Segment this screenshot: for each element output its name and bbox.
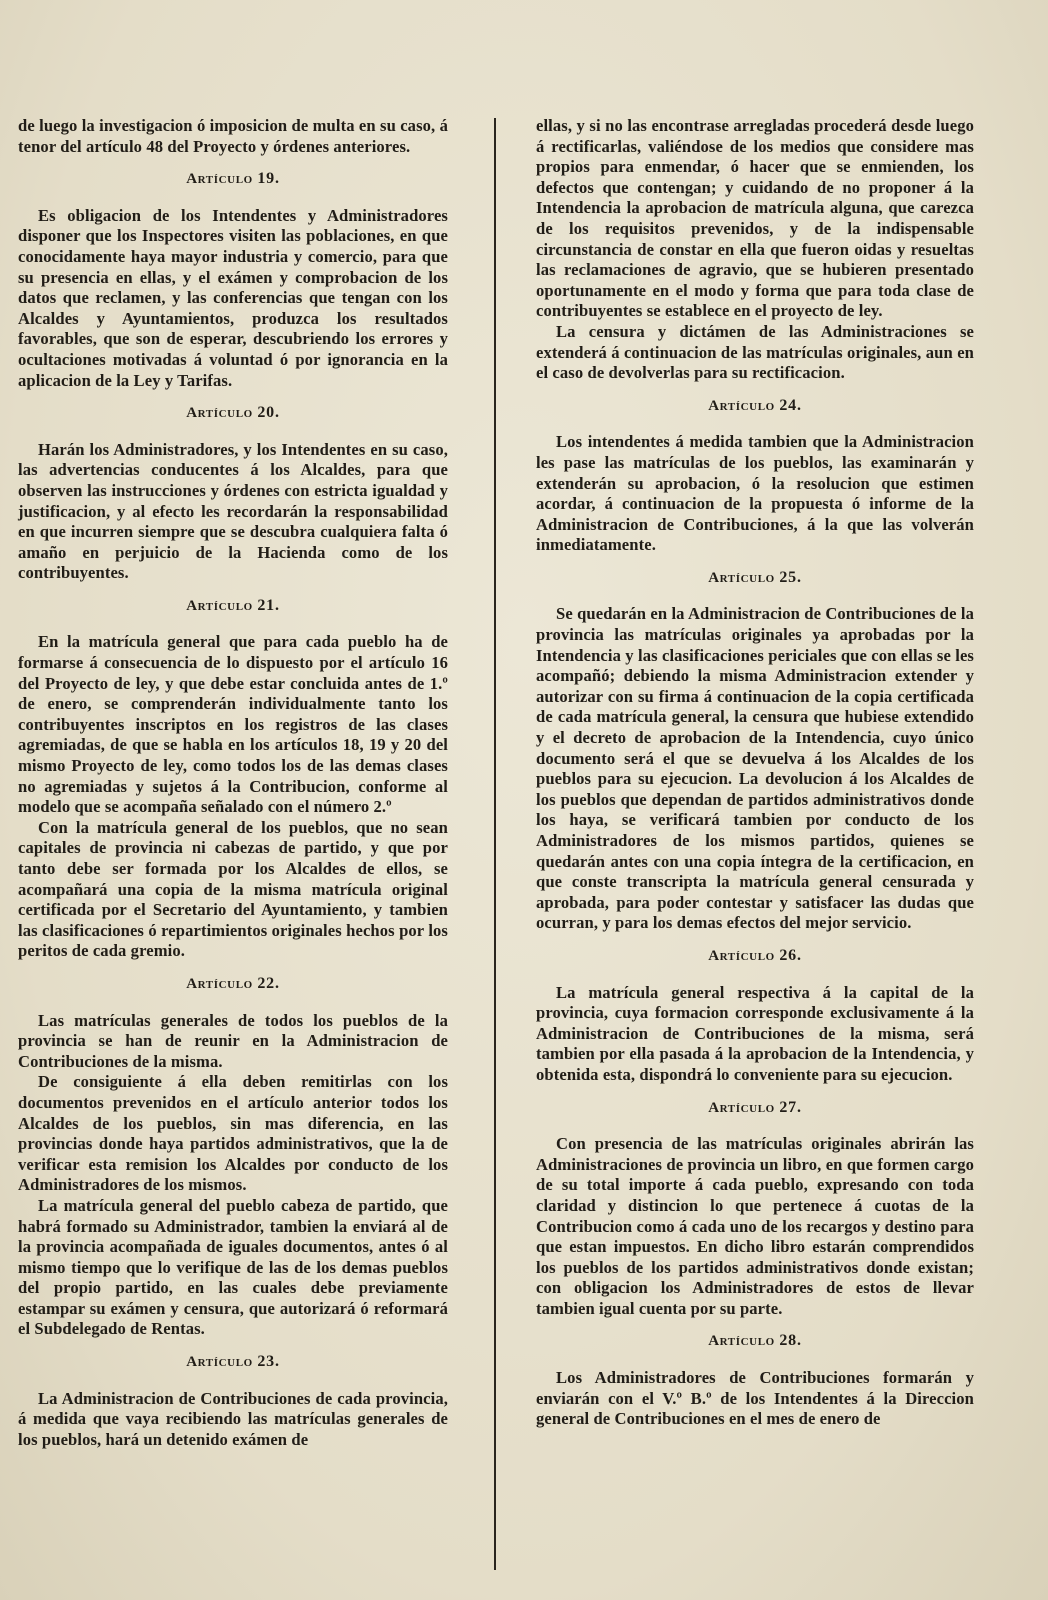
article-24-heading: Artículo 24. bbox=[708, 396, 802, 414]
column-divider bbox=[494, 118, 496, 1570]
article-22-paragraph-3: La matrícula general del pueblo cabeza de partido, que habrá formado su Administrador, tambien la enviará al de la provincia acompañada de iguales documentos, antes ó al mismo tiempo que lo verifique de las de los demas pueblos del propio partido, en las cuales debe previamente estampar su exámen y censura, que autorizará ó reformará el Subdelegado de Rentas. bbox=[18, 1195, 448, 1339]
article-24-paragraph: Los intendentes á medida tambien que la Administracion les pase las matrículas de los pueblos, las examinarán y extenderán su aprobacion, ó la resolucion que estimen acordar, á continuacion de la propuesta ó informe de la Administracion de Contribuciones, á la que las volverán inmediatamente. bbox=[536, 432, 974, 555]
article-28-heading: Artículo 28. bbox=[708, 1332, 802, 1350]
article-20-heading: Artículo 20. bbox=[186, 404, 280, 422]
article-25-heading: Artículo 25. bbox=[708, 568, 802, 586]
article-23-paragraph: La Administracion de Contribuciones de cada provincia, á medida que vaya recibiendo las matrículas generales de los pueblos, hará un detenido exámen de bbox=[18, 1388, 448, 1449]
article-22-paragraph-1: Las matrículas generales de todos los pueblos de la provincia se han de reunir en la Administracion de Contribuciones de la misma. bbox=[18, 1010, 448, 1071]
article-22-paragraph-2: De consiguiente á ella deben remitirlas con los documentos prevenidos en el artículo anterior todos los Alcaldes de los pueblos, sin mas diferencia, en las provincias donde haya partidos administrativos, que la de verificar esta remision los Alcaldes por conducto de los Administradores de los mismos. bbox=[18, 1072, 448, 1195]
article-22-heading: Artículo 22. bbox=[186, 974, 280, 992]
right-intro-paragraph-2: La censura y dictámen de las Administraciones se extenderá á continuacion de las matrículas originales, aun en el caso de devolverlas para su rectificacion. bbox=[536, 321, 974, 383]
left-column bbox=[18, 116, 448, 1450]
left-intro-paragraph: de luego la investigacion ó imposicion de multa en su caso, á tenor del artículo 48 del Proyecto y órdenes anteriores. bbox=[18, 116, 448, 156]
article-26-heading: Artículo 26. bbox=[708, 946, 802, 964]
article-25-paragraph: Se quedarán en la Administracion de Contribuciones de la provincia las matrículas originales ya aprobadas por la Intendencia y las clasificaciones periciales que con ellas se les acompañó; debiendo la misma Administracion extender y autorizar con su firma á continuacion de la copia certificada de cada matrícula general, la censura que hubiese extendido y el decreto de aprobacion de la Intendencia, cuyo único documento será el que se devuelva á los Alcaldes de los pueblos para su ejecucion. La devolucion á los Alcaldes de los pueblos que dependan de partidos administrativos donde los haya, se verificará tambien por conducto de los Administradores de los mismos partidos, quienes se quedarán antes con una copia íntegra de la certificacion, en que conste transcripta la matrícula general censurada y aprobada, para poder contestar y satisfacer las dudas que ocurran, y para los demas efectos del mejor servicio. bbox=[536, 604, 974, 933]
right-intro-paragraph-1: ellas, y si no las encontrase arregladas procederá desde luego á rectificarlas, valiéndose de los medios que considere mas propios para enmendar, ó hacer que se enmienden, los defectos que contengan; y cuidando de no proponer á la Intendencia la aprobacion de matrícula alguna, que carezca de los requisitos prevenidos, y de la indispensable circunstancia de constar en ella que fueron oidas y resueltas las reclamaciones de agravio, que se hubieren presentado oportunamente en el modo y forma que para toda clase de contribuyentes se establece en el proyecto de ley. bbox=[536, 116, 974, 321]
article-21-paragraph-2: Con la matrícula general de los pueblos, que no sean capitales de provincia ni cabezas de partido, y que por tanto debe ser formada por los Alcaldes de ellos, se acompañará una copia de la misma matrícula original certificada por el Secretario del Ayuntamiento, y tambien las clasificaciones ó repartimientos originales hechos por los peritos de cada gremio. bbox=[18, 817, 448, 961]
article-20-paragraph: Harán los Administradores, y los Intendentes en su caso, las advertencias conducentes á los Alcaldes, para que observen las instrucciones y órdenes con estricta igualdad y justificacion, y al efecto les recordarán la responsabilidad en que incurren siempre que se descubra cualquiera falta ó amaño en perjuicio de la Hacienda como de los contribuyentes. bbox=[18, 439, 448, 583]
article-28-paragraph: Los Administradores de Contribuciones formarán y enviarán con el V.º B.º de los Intendentes á la Direccion general de Contribuciones en el mes de enero de bbox=[536, 1368, 974, 1429]
article-21-paragraph-1: En la matrícula general que para cada pueblo ha de formarse á consecuencia de lo dispuesto por el artículo 16 del Proyecto de ley, y que debe estar concluida antes de 1.º de enero, se comprenderán individualmente tanto los contribuyentes inscriptos en los registros de las clases agremiadas, de que se habla en los artículos 18, 19 y 20 del mismo Proyecto de ley, como todos los de las demas clases no agremiadas y sujetos á la Contribucion, conforme al modelo que se acompaña señalado con el número 2.º bbox=[18, 632, 448, 817]
article-26-paragraph: La matrícula general respectiva á la capital de la provincia, cuya formacion corresponde exclusivamente á la Administracion de Contribuciones de la misma, será tambien por ella pasada á la aprobacion de la Intendencia, y obtenida esta, dispondrá lo conveniente para su ejecucion. bbox=[536, 982, 974, 1084]
article-21-heading: Artículo 21. bbox=[186, 596, 280, 614]
right-column bbox=[536, 116, 974, 1430]
article-19-paragraph: Es obligacion de los Intendentes y Administradores disponer que los Inspectores visiten las poblaciones, en que conocidamente haya mayor industria y comercio, para que su presencia en ellas, y el exámen y comprobacion de los datos que reclamen, y las conferencias que tengan con los Alcaldes y Ayuntamientos, produzca los resultados favorables, que son de esperar, descubriendo los errores y ocultaciones motivadas á voluntad ó por ignorancia en la aplicacion de la Ley y Tarifas. bbox=[18, 205, 448, 390]
article-27-heading: Artículo 27. bbox=[708, 1098, 802, 1116]
article-27-paragraph: Con presencia de las matrículas originales abrirán las Administraciones de provincia un libro, en que formen cargo de su total importe á cada pueblo, expresando con toda claridad y distincion lo que pertenece á cuotas de la Contribucion como á cada uno de los recargos y destino para que estan impuestos. En dicho libro estarán comprendidos los pueblos de los partidos administrativos donde existan; con obligacion los Administradores de estos de llevar tambien igual cuenta por su parte. bbox=[536, 1134, 974, 1318]
article-19-heading: Artículo 19. bbox=[186, 170, 280, 188]
article-23-heading: Artículo 23. bbox=[186, 1353, 280, 1371]
